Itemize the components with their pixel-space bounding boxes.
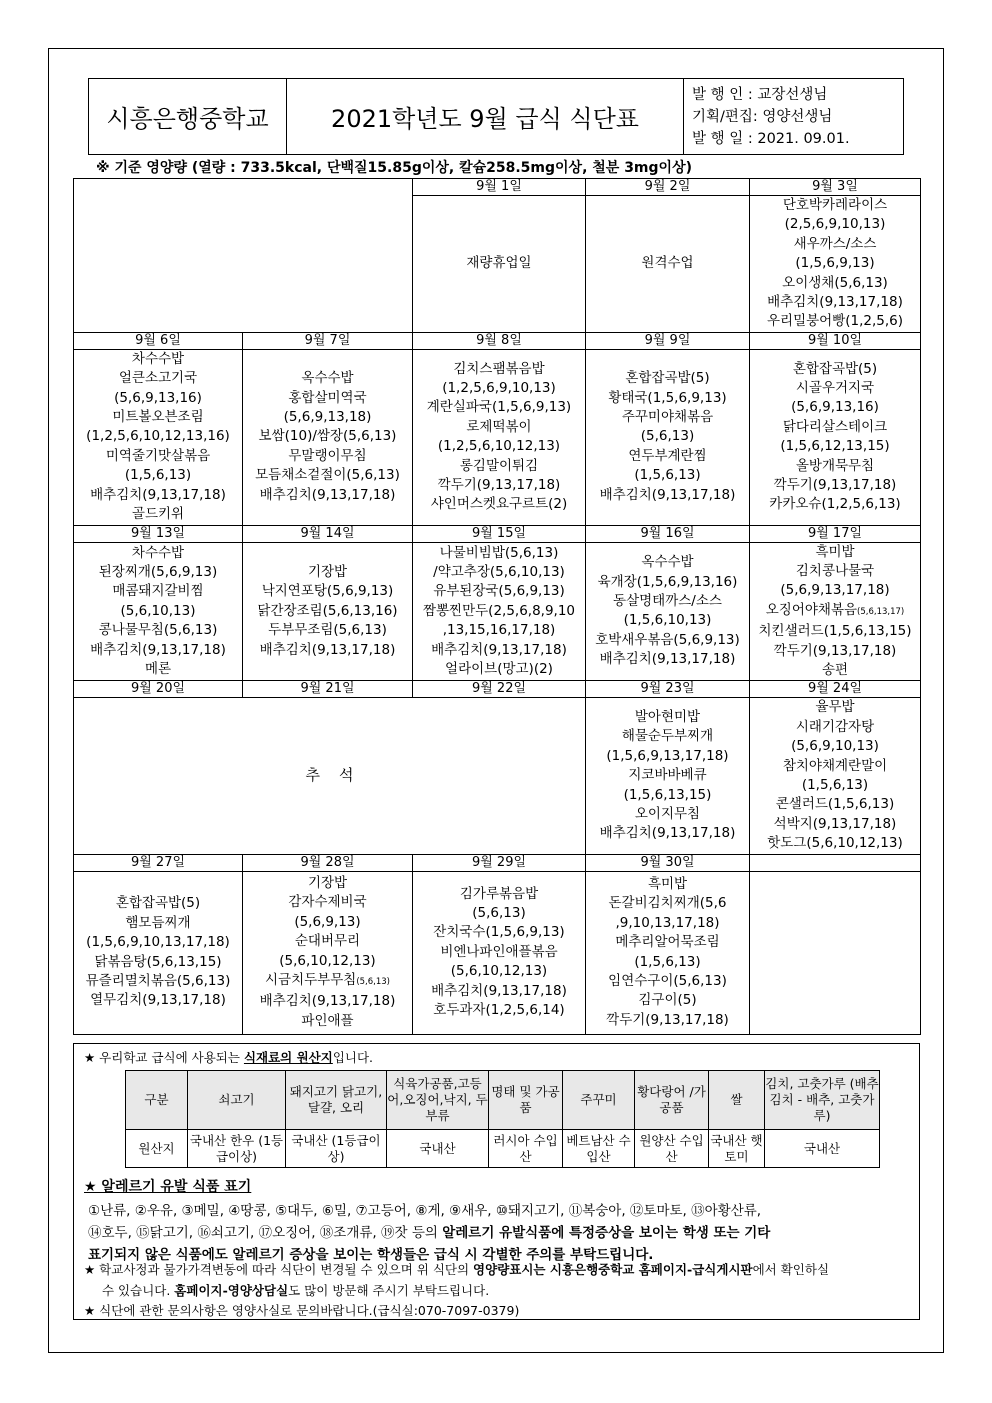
menu-item: 혼합잡곡밥(5): [115, 895, 201, 912]
menu-item: (5,6,9,13): [294, 913, 361, 930]
date-row: [74, 854, 921, 871]
menu-item: 콩나물무침(5,6,13): [98, 622, 218, 639]
menu-item: 시금치두부무침(5,6,13): [265, 972, 390, 988]
menu-item: (1,2,5,6,10,12,13,16): [86, 428, 230, 445]
menu-item: 새우까스/소스: [793, 235, 877, 252]
date-row: [74, 332, 921, 349]
menu-item: 잔치국수(1,5,6,9,13): [433, 924, 565, 941]
menu-item: 시골우거지국: [795, 379, 875, 396]
menu-item: (5,6,10,12,13): [450, 963, 548, 980]
note-line-1: ★ 학교사정과 물가가격변동에 따라 식단이 변경될 수 있으며 위 식단의 영양량표시는 시흥은행중학교 홈페이지-급식게시판에서 확인하실: [84, 1262, 830, 1277]
menu-item: 배추김치(9,13,17,18): [90, 641, 226, 658]
menu-cell: [413, 196, 586, 333]
menu-item: 짬뽕찐만두(2,5,6,8,9,10: [422, 602, 576, 619]
menu-item: 보쌈(10)/쌈장(5,6,13): [258, 428, 397, 445]
menu-cell: [74, 349, 243, 525]
date-row: [74, 179, 921, 196]
menu-item: 배추김치(9,13,17,18): [90, 486, 226, 503]
date-cell: 9월 13일: [74, 525, 243, 542]
menu-item: 오징어야채볶음(5,6,13,17): [765, 601, 905, 618]
menu-item: 올방개묵무침: [795, 457, 875, 474]
note-line-3: ★ 식단에 관한 문의사항은 영양사실로 문의바랍니다.(급식실:070-7097-0379): [84, 1303, 520, 1318]
origin-header-cell: 명태 및 가공품: [489, 1071, 563, 1130]
allergy-list-3: 표기되지 않은 식품에도 알레르기 증상을 보이는 학생들은 급식 시 각별한 주의를 부탁드립니다.: [88, 1247, 654, 1263]
origin-header-cell: 김치, 고춧가루 (배추김치 - 배추, 고춧가루): [765, 1071, 880, 1130]
menu-cell: [74, 871, 243, 1034]
publish-date-line: 발 행 일 : 2021. 09.01.: [692, 130, 850, 147]
menu-item: 깍두기(9,13,17,18): [437, 476, 561, 493]
menu-item: 배추김치(9,13,17,18): [431, 982, 567, 999]
date-cell: 9월 7일: [243, 332, 413, 349]
menu-cell: [750, 196, 921, 333]
menu-item: 햄모듬찌개: [125, 914, 191, 931]
menu-item: 돈갈비김치찌개(5,6: [608, 895, 727, 912]
menu-item: (5,6,9,13,17,18): [780, 582, 890, 599]
menu-item: 나물비빔밥(5,6,13): [439, 544, 559, 561]
menu-item: 치킨샐러드(1,5,6,13,15): [758, 623, 912, 640]
menu-row: [74, 349, 921, 525]
menu-item: (1,5,6,12,13,15): [780, 438, 890, 455]
menu-cell: [586, 542, 750, 681]
date-cell: 9월 30일: [586, 854, 750, 871]
menu-table: [73, 178, 921, 1035]
menu-item: ,9,10,13,17,18): [615, 914, 720, 931]
date-cell: 9월 8일: [413, 332, 586, 349]
menu-row: [74, 871, 921, 1034]
menu-item: 로제떡볶이: [466, 418, 532, 435]
menu-cell: [586, 698, 750, 854]
menu-item: 배추김치(9,13,17,18): [599, 651, 736, 668]
menu-item: (5,6,13): [640, 428, 695, 445]
origin-intro: ★ 우리학교 급식에 사용되는 식재료의 원산지입니다.: [84, 1050, 374, 1065]
origin-table: [125, 1070, 880, 1168]
menu-item: (5,6,10,12,13): [279, 952, 376, 969]
menu-item: 미역줄기맛살볶음: [105, 447, 211, 464]
origin-header-cell: 돼지고기 닭고기, 달걀, 오리: [286, 1071, 387, 1130]
menu-item: 뮤즐리멸치볶음(5,6,13): [85, 973, 231, 989]
menu-item: (1,2,5,6,9,10,13): [442, 379, 556, 396]
menu-item: 닭볶음탕(5,6,13,15): [94, 953, 222, 970]
nutrition-standard: ※ 기준 영양량 (열량 : 733.5kcal, 단백질15.85g이상, 칼슘258.5mg이상, 철분 3mg이상): [96, 160, 692, 176]
menu-item: 혼합잡곡밥(5): [625, 370, 710, 387]
menu-item: 흑미밥: [815, 543, 855, 560]
menu-item: (1,5,6,9,13): [795, 255, 875, 272]
menu-item: 옥수수밥: [641, 554, 694, 571]
date-cell: [750, 854, 921, 871]
menu-item: 김치콩나물국: [795, 562, 875, 579]
menu-item: 지코바바베큐: [628, 767, 707, 784]
menu-cell: [243, 871, 413, 1034]
menu-item: (1,2,5,6,10,12,13): [437, 438, 561, 455]
menu-item: (1,5,6,13): [634, 467, 701, 484]
date-cell: 9월 10일: [750, 332, 921, 349]
date-cell: 9월 6일: [74, 332, 243, 349]
menu-item: 배추김치(9,13,17,18): [599, 486, 736, 503]
menu-item: 카카오슈(1,2,5,6,13): [769, 496, 901, 513]
note-line-2: 수 있습니다. 홈페이지-영양상담실도 많이 방문해 주시기 부탁드립니다.: [102, 1283, 490, 1298]
menu-item: (1,5,6,9,10,13,17,18): [86, 934, 230, 951]
menu-item: 감자수제비국: [288, 894, 367, 911]
date-cell: 9월 28일: [243, 854, 413, 871]
menu-row: [74, 542, 921, 681]
menu-item: 무말랭이무침: [288, 447, 367, 464]
menu-item: 깍두기(9,13,17,18): [773, 642, 897, 659]
menu-item: 배추김치(9,13,17,18): [431, 641, 567, 658]
menu-item: 동살명태까스/소스: [613, 593, 722, 610]
menu-item: 황태국(1,5,6,9,13): [608, 389, 727, 406]
menu-item: (1,5,6,10,13): [623, 612, 712, 629]
publication-info: [684, 79, 903, 154]
date-cell: 9월 1일: [413, 179, 586, 196]
menu-item: 오이지무침: [634, 806, 701, 823]
menu-item: 호두과자(1,2,5,6,14): [433, 1002, 565, 1019]
menu-item: 김구이(5): [638, 992, 697, 1009]
menu-item: 주꾸미야채볶음: [621, 409, 714, 426]
menu-row: [74, 698, 921, 854]
date-cell: 9월 9일: [586, 332, 750, 349]
menu-cell: [413, 542, 586, 681]
date-cell: 9월 16일: [586, 525, 750, 542]
menu-item: 롱김말이튀김: [459, 457, 539, 474]
menu-item: 배추김치(9,13,17,18): [259, 641, 396, 658]
origin-value-cell: 베트남산 수입산: [563, 1130, 635, 1168]
origin-value-cell: 원양산 수입산: [635, 1130, 709, 1168]
menu-item: 배추김치(9,13,17,18): [259, 993, 396, 1010]
school-name: 시흥은행중학교: [89, 79, 287, 154]
menu-item: (1,5,6,13,15): [623, 786, 712, 803]
menu-item: 미트볼오븐조림: [112, 409, 204, 426]
menu-cell: [413, 871, 586, 1034]
menu-item: 배추김치(9,13,17,18): [599, 825, 736, 842]
menu-item: 송편: [821, 661, 849, 678]
menu-item: 연두부계란찜: [628, 447, 707, 464]
page-title: 2021학년도 9월 급식 식단표: [287, 79, 684, 154]
menu-item: 배추김치(9,13,17,18): [767, 294, 903, 311]
menu-item: 낙지연포탕(5,6,9,13): [261, 583, 394, 600]
menu-item: (5,6,9,13,16): [791, 399, 879, 416]
menu-item: 임연수구이(5,6,13): [608, 973, 727, 989]
holiday-label: 추 석: [305, 765, 354, 784]
menu-item: 얼라이브(망고)(2): [445, 660, 553, 677]
menu-cell: [750, 698, 921, 854]
info-box: [73, 1043, 920, 1320]
menu-item: 호박새우볶음(5,6,9,13): [595, 631, 740, 648]
date-row: [74, 525, 921, 542]
menu-item: (5,6,9,13,16): [114, 389, 202, 406]
menu-item: 깍두기(9,13,17,18): [606, 1011, 729, 1028]
menu-item: 열무김치(9,13,17,18): [90, 992, 226, 1009]
menu-item: 김치스팸볶음밥: [453, 360, 545, 377]
header: [88, 78, 904, 155]
origin-value-cell: 국내산 한우 (1등급이상): [188, 1130, 286, 1168]
allergy-list-2: ⑭호두, ⑮닭고기, ⑯쇠고기, ⑰오징어, ⑱조개류, ⑲잣 등의 알레르기 유발식품에 특정증상을 보이는 학생 또는 기타: [88, 1225, 771, 1241]
origin-value-cell: 원산지: [126, 1130, 188, 1168]
allergy-list-1: ①난류, ②우유, ③메밀, ④땅콩, ⑤대두, ⑥밀, ⑦고등어, ⑧게, ⑨새우, ⑩돼지고기, ⑪복숭아, ⑫토마토, ⑬아황산류,: [88, 1203, 762, 1219]
menu-cell: [586, 349, 750, 525]
menu-item: 배추김치(9,13,17,18): [259, 486, 396, 503]
origin-value-cell: 러시아 수입산: [489, 1130, 563, 1168]
origin-header-cell: 황다랑어 /가공품: [635, 1071, 709, 1130]
menu-item: 비엔나파인애플볶음: [440, 943, 558, 960]
menu-item: 흑미밥: [647, 875, 688, 892]
menu-item: 계란실파국(1,5,6,9,13): [426, 399, 572, 416]
date-cell: 9월 22일: [413, 681, 586, 698]
menu-item: (2,5,6,9,10,13): [784, 216, 886, 233]
date-cell: 9월 21일: [243, 681, 413, 698]
menu-item: 기장밥: [307, 874, 348, 891]
date-row: [74, 681, 921, 698]
menu-cell: [74, 542, 243, 681]
origin-value-cell: 국내산: [387, 1130, 489, 1168]
empty-cell: [74, 179, 413, 333]
menu-item: 율무밥: [815, 699, 855, 716]
menu-item: 해물순두부찌개: [621, 728, 714, 745]
allergy-text: [88, 1200, 914, 1266]
menu-item: (1,5,6,13): [124, 467, 192, 484]
menu-item: 재량휴업일: [466, 255, 532, 272]
menu-item: 옥수수밥: [301, 370, 354, 387]
date-cell: 9월 3일: [750, 179, 921, 196]
origin-value-cell: 국내산: [765, 1130, 880, 1168]
menu-item: 골드키위: [131, 506, 185, 523]
menu-item: 차수수밥: [131, 350, 185, 367]
menu-item: 원격수업: [641, 255, 694, 272]
allergen-note: (5,6,13): [356, 977, 390, 987]
allergen-note: (5,6,13,17): [857, 606, 905, 617]
menu-cell: [750, 349, 921, 525]
date-cell: 9월 20일: [74, 681, 243, 698]
menu-item: 깍두기(9,13,17,18): [773, 476, 897, 493]
menu-item: 콘샐러드(1,5,6,13): [775, 796, 895, 813]
menu-item: 석박지(9,13,17,18): [773, 815, 897, 832]
menu-item: 순대버무리: [294, 933, 361, 950]
menu-item: 두부무조림(5,6,13): [268, 622, 387, 639]
date-cell: 9월 14일: [243, 525, 413, 542]
menu-item: (1,5,6,9,13,17,18): [606, 747, 729, 764]
allergy-title: ★ 알레르기 유발 식품 표기: [84, 1179, 252, 1195]
menu-item: 단호박카레라이스: [782, 197, 888, 213]
menu-item: 참치야채계란말이: [782, 757, 888, 774]
origin-header-cell: 주꾸미: [563, 1071, 635, 1130]
menu-item: (5,6,9,13,18): [283, 409, 372, 426]
menu-item: (5,6,9,10,13): [791, 738, 879, 755]
date-cell: 9월 23일: [586, 681, 750, 698]
editor-line: 기획/편집: 영양선생님: [692, 108, 833, 125]
date-cell: 9월 24일: [750, 681, 921, 698]
menu-cell: [750, 871, 921, 1034]
origin-value-cell: 국내산 (1등급이상): [286, 1130, 387, 1168]
date-cell: 9월 15일: [413, 525, 586, 542]
menu-item: 육개장(1,5,6,9,13,16): [597, 573, 738, 590]
menu-item: (5,6,13): [472, 905, 526, 922]
menu-item: (1,5,6,13): [801, 776, 869, 793]
date-cell: 9월 2일: [586, 179, 750, 196]
menu-item: 오이생채(5,6,13): [782, 274, 888, 291]
menu-item: (1,5,6,13): [634, 953, 701, 970]
date-cell: 9월 27일: [74, 854, 243, 871]
menu-cell: [586, 871, 750, 1034]
origin-header-cell: 식육가공품,고등어,오징어,낙지, 두부류: [387, 1071, 489, 1130]
menu-item: 혼합잡곡밥(5): [792, 360, 878, 377]
menu-item: 김가루볶음밥: [459, 885, 539, 902]
menu-item: 기장밥: [307, 563, 348, 580]
origin-value-cell: 국내산 햇토미: [709, 1130, 765, 1168]
menu-item: 홍합살미역국: [288, 389, 367, 406]
menu-item: 얼큰소고기국: [118, 370, 198, 387]
menu-item: 샤인머스켓요구르트(2): [430, 496, 568, 513]
menu-item: 우리밀붕어빵(1,2,5,6): [766, 313, 903, 330]
menu-item: 시래기감자탕: [795, 718, 875, 735]
menu-item: /약고추장(5,6,10,13): [433, 563, 565, 580]
menu-cell: [413, 349, 586, 525]
origin-header-cell: 구분: [126, 1071, 188, 1130]
menu-item: ,13,15,16,17,18): [442, 622, 556, 639]
origin-header-cell: 쌀: [709, 1071, 765, 1130]
menu-item: 메추리알어묵조림: [615, 934, 720, 951]
menu-item: 닭간장조림(5,6,13,16): [257, 602, 398, 619]
menu-item: 된장찌개(5,6,9,13): [98, 563, 218, 580]
menu-cell: [243, 349, 413, 525]
menu-item: 모듬채소겉절이(5,6,13): [255, 467, 400, 484]
menu-item: 매콤돼지갈비찜: [112, 583, 204, 600]
holiday-cell: [74, 698, 586, 854]
publisher-line: 발 행 인 : 교장선생님: [692, 86, 828, 103]
menu-item: 차수수밥: [131, 544, 185, 561]
menu-item: 메론: [144, 660, 172, 677]
menu-cell: [243, 542, 413, 681]
menu-item: 발아현미밥: [634, 709, 701, 726]
menu-cell: [750, 542, 921, 681]
menu-cell: [586, 196, 750, 333]
origin-header-cell: 쇠고기: [188, 1071, 286, 1130]
date-cell: 9월 17일: [750, 525, 921, 542]
menu-item: 유부된장국(5,6,9,13): [433, 583, 565, 600]
date-cell: 9월 29일: [413, 854, 586, 871]
menu-item: 파인애플: [301, 1012, 354, 1029]
menu-item: (5,6,10,13): [120, 602, 196, 619]
menu-item: 핫도그(5,6,10,12,13): [767, 835, 903, 852]
menu-item: 닭다리살스테이크: [782, 418, 888, 435]
